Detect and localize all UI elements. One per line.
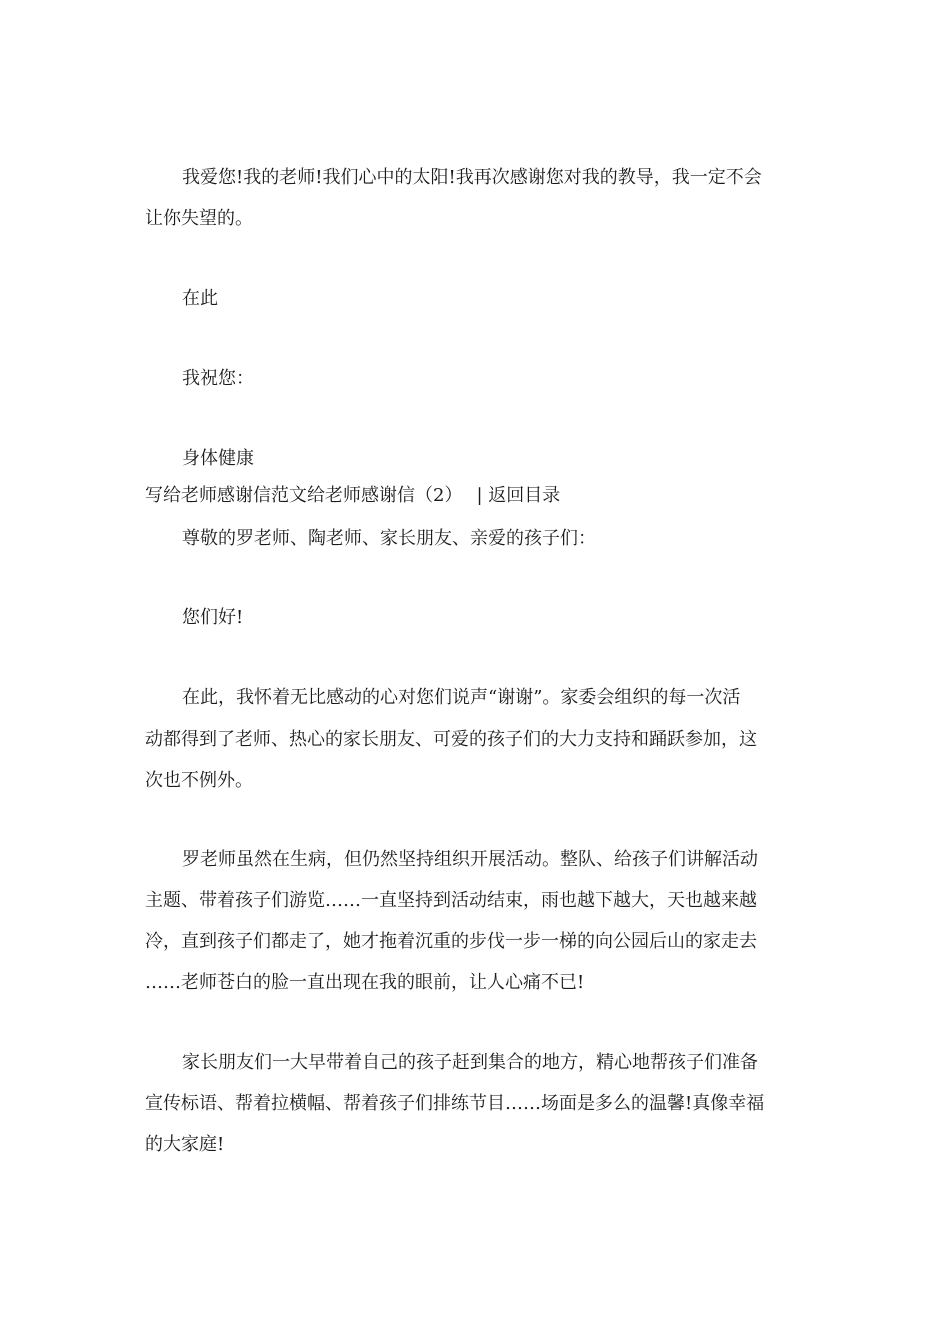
- section-heading: [145, 484, 560, 508]
- letter-salutation: 尊敬的罗老师、陶老师、家长朋友、亲爱的孩子们：: [182, 528, 596, 549]
- paragraph-1-line-2: 动都得到了老师、热心的家长朋友、可爱的孩子们的大力支持和踊跃参加，这: [145, 729, 757, 750]
- letter-greeting: 您们好!: [182, 607, 244, 628]
- section-title: 写给老师感谢信范文给老师感谢信（2）: [145, 485, 463, 506]
- closing-wish-intro: 我祝您：: [182, 368, 254, 389]
- paragraph-1-line-1: 在此，我怀着无比感动的心对您们说声“谢谢”。家委会组织的每一次活: [182, 687, 741, 708]
- paragraph-2-line-1: 罗老师虽然在生病，但仍然坚持组织开展活动。整队、给孩子们讲解活动: [182, 849, 758, 870]
- paragraph-1-line-3: 次也不例外。: [145, 770, 253, 791]
- paragraph-2-line-3: 冷，直到孩子们都走了，她才拖着沉重的步伐一步一梯的向公园后山的家走去: [145, 931, 757, 952]
- paragraph-3-line-2: 宣传标语、帮着拉横幅、帮着孩子们排练节目……场面是多么的温馨!真像幸福: [145, 1093, 765, 1114]
- closing-zaici: 在此: [182, 288, 218, 309]
- heading-separator: |: [476, 485, 483, 506]
- back-to-toc-link[interactable]: 返回目录: [488, 485, 561, 506]
- closing-paragraph-line-2: 让你失望的。: [145, 208, 253, 229]
- closing-paragraph-line-1: 我爱您!我的老师!我们心中的太阳!我再次感谢您对我的教导，我一定不会: [182, 167, 762, 188]
- paragraph-2-line-4: ……老师苍白的脸一直出现在我的眼前，让人心痛不已!: [145, 972, 585, 993]
- paragraph-3-line-1: 家长朋友们一大早带着自己的孩子赶到集合的地方，精心地帮孩子们准备: [182, 1052, 758, 1073]
- closing-wish-health: 身体健康: [182, 448, 254, 469]
- paragraph-2-line-2: 主题、带着孩子们游览……一直坚持到活动结束，雨也越下越大，天也越来越: [145, 890, 757, 911]
- paragraph-3-line-3: 的大家庭!: [145, 1134, 225, 1155]
